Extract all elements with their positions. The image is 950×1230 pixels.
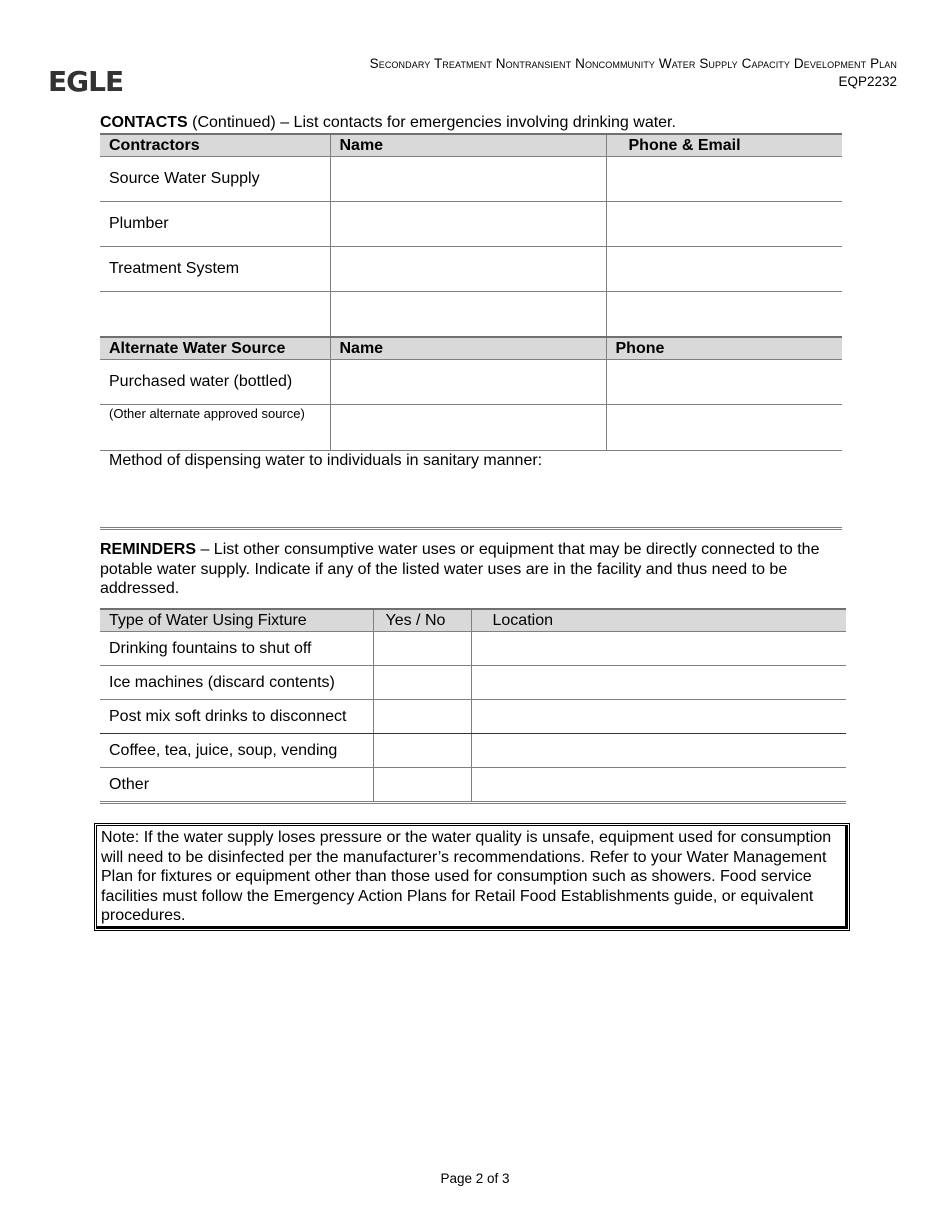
col-header-contractors: Contractors xyxy=(100,134,330,157)
document-title: Secondary Treatment Nontransient Noncommunity Water Supply Capacity Development Plan xyxy=(369,56,897,71)
fixtures-header-row xyxy=(100,609,846,632)
table-row xyxy=(100,768,846,803)
phone-email-cell[interactable] xyxy=(606,202,842,247)
alternate-source-label: Purchased water (bottled) xyxy=(100,360,330,405)
contractor-label: Plumber xyxy=(100,202,330,247)
phone-email-cell[interactable] xyxy=(606,247,842,292)
contractors-header-row xyxy=(100,134,842,157)
alternate-header-row xyxy=(100,337,842,360)
location-cell[interactable] xyxy=(471,768,846,803)
col-header-phone: Phone xyxy=(606,337,842,360)
logo-text: EGLE xyxy=(48,66,124,94)
method-label: Method of dispensing water to individuals in sanitary manner: xyxy=(109,452,543,469)
phone-email-cell[interactable] xyxy=(606,292,842,338)
contractor-label: Source Water Supply xyxy=(100,157,330,202)
phone-cell[interactable] xyxy=(606,360,842,405)
yes-no-cell[interactable] xyxy=(373,700,471,734)
contacts-intro-text: (Continued) – List contacts for emergencies involving drinking water. xyxy=(187,114,676,131)
table-row xyxy=(100,360,842,405)
section-divider xyxy=(100,527,842,530)
name-cell[interactable] xyxy=(330,157,606,202)
contacts-heading: CONTACTS xyxy=(100,114,188,131)
phone-cell[interactable] xyxy=(606,405,842,451)
fixture-label: Drinking fountains to shut off xyxy=(100,632,373,666)
reminders-paragraph xyxy=(100,540,852,599)
reminders-heading: REMINDERS xyxy=(100,541,197,558)
table-row xyxy=(100,202,842,247)
location-cell[interactable] xyxy=(471,632,846,666)
fixture-label: Other xyxy=(100,768,373,803)
fixture-label: Post mix soft drinks to disconnect xyxy=(100,700,373,734)
yes-no-cell[interactable] xyxy=(373,768,471,803)
reminders-text: – List other consumptive water uses or equipment that may be directly connected to the potable water supply. Indicate if any of the listed water uses are in the facility and thus need to be addressed. xyxy=(100,541,820,597)
contacts-table xyxy=(100,133,842,451)
location-cell[interactable] xyxy=(471,734,846,768)
fixture-label: Coffee, tea, juice, soup, vending xyxy=(100,734,373,768)
table-row xyxy=(100,405,842,451)
location-cell[interactable] xyxy=(471,666,846,700)
yes-no-cell[interactable] xyxy=(373,632,471,666)
table-row xyxy=(100,632,846,666)
name-cell[interactable] xyxy=(330,292,606,338)
page-number: Page 2 of 3 xyxy=(440,1171,510,1186)
col-header-fixture-type: Type of Water Using Fixture xyxy=(100,609,373,632)
location-cell[interactable] xyxy=(471,700,846,734)
yes-no-cell[interactable] xyxy=(373,666,471,700)
col-header-alternate-source: Alternate Water Source xyxy=(100,337,330,360)
yes-no-cell[interactable] xyxy=(373,734,471,768)
contractor-label-blank[interactable] xyxy=(100,292,330,338)
table-row xyxy=(100,734,846,768)
fixtures-table xyxy=(100,608,846,804)
name-cell[interactable] xyxy=(330,202,606,247)
name-cell[interactable] xyxy=(330,247,606,292)
fixture-label: Ice machines (discard contents) xyxy=(100,666,373,700)
col-header-phone-email: Phone & Email xyxy=(606,134,842,157)
contacts-intro xyxy=(100,113,676,133)
note-box: Note: If the water supply loses pressure or the water quality is unsafe, equipment used for consumption will need to be disinfected per the manufacturer’s recommendations. Refer to your Water Management Plan for fixtures or equipment other than those used for consumption such as showers. Food service facilities must follow the Emergency Action Plans for Retail Food Establishments guide, or equivalent procedures. xyxy=(96,825,848,929)
phone-email-cell[interactable] xyxy=(606,157,842,202)
contractor-label: Treatment System xyxy=(100,247,330,292)
table-row xyxy=(100,247,842,292)
table-row xyxy=(100,666,846,700)
col-header-location: Location xyxy=(471,609,846,632)
col-header-name: Name xyxy=(330,337,606,360)
form-code: EQP2232 xyxy=(838,74,897,89)
table-row xyxy=(100,292,842,338)
col-header-name: Name xyxy=(330,134,606,157)
col-header-yes-no: Yes / No xyxy=(373,609,471,632)
egle-logo xyxy=(48,66,128,94)
name-cell[interactable] xyxy=(330,360,606,405)
name-cell[interactable] xyxy=(330,405,606,451)
table-row xyxy=(100,157,842,202)
table-row xyxy=(100,700,846,734)
alternate-source-label: (Other alternate approved source) xyxy=(100,405,330,451)
